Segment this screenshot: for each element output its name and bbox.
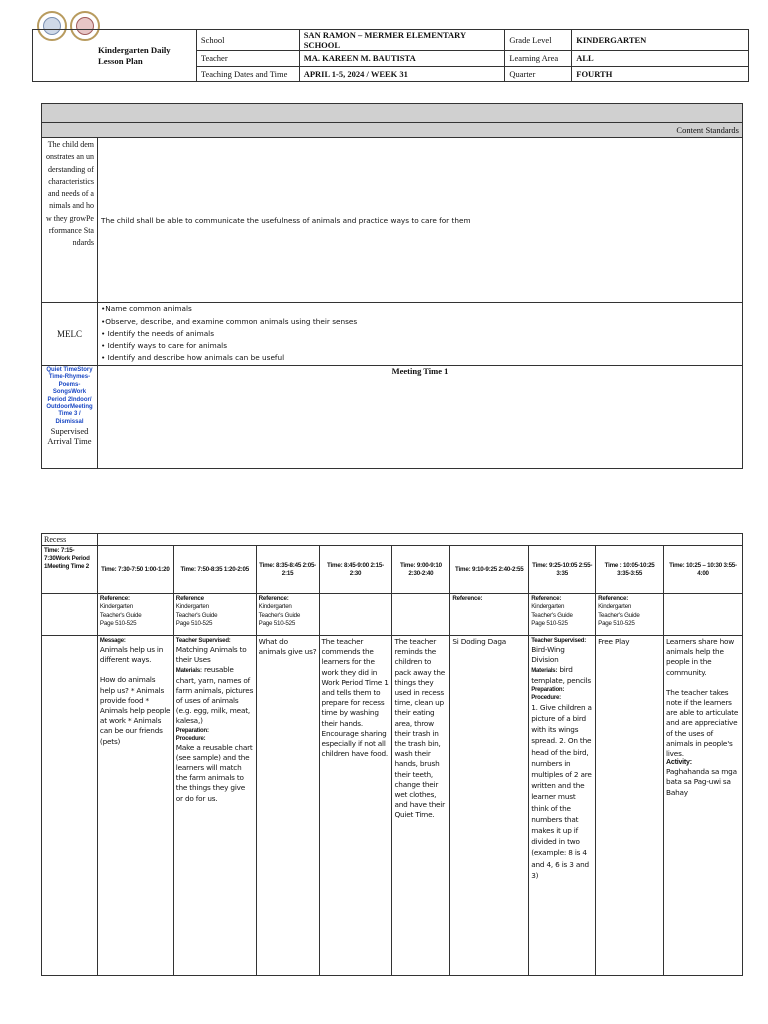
reference-cell [173,594,256,636]
reference-pages: Page 510-525 [175,620,213,628]
meeting-time-2-cell: What do animals give us? [256,636,319,976]
preparation-label: Preparation: [175,727,209,734]
learning-area-value: ALL [572,51,749,67]
materials-text: reusable chart, yarn, names of farm animals, pictures of uses of animals (e.g. egg, milk, meat, kalesa,) [175,665,254,726]
recess-prep-cell: The teacher commends the learners for the work they did in Work Period Time 1 and tells them to prepare for recess time by washing their hands. Encourage sharing especially if not all children have food. [319,636,392,976]
melc-item: •Name common animals [100,304,192,314]
reference-guide: Teacher's Guide [598,611,640,619]
reference-book: Kindergarten [175,603,209,611]
reference-cell [596,594,664,636]
materials-label: Materials: [175,668,202,675]
quiet-time-cell: The teacher reminds the children to pack away the things they used in recess time, clean up their eating area, throw their trash in the trash bin, wash their hands, brush their teeth, change their wet clothes, and have their Quiet Time. [392,636,450,976]
message-cell [97,636,173,976]
time-header: Time: 7:30-7:50 1:00-1:20 [97,546,173,594]
standards-row-label: The child demonstrates an understanding of characteristics and needs of animals and how they growPerformance Standards [42,138,98,303]
reference-label: Reference: [258,595,289,602]
melc-item: • Identify the needs of animals [100,328,215,338]
message-questions: How do animals help us? * Animals provide food * Animals help people at work * Animals can be our friends (pets) [99,675,171,746]
melc-item: • Identify and describe how animals can be useful [100,353,285,363]
dismissal-activity-text: Paghahanda sa mga bata sa Pag-uwi sa Bahay [666,767,737,797]
reference-cell [256,594,319,636]
reference-cell [450,594,529,636]
melc-list [97,303,742,366]
grade-level-value: KINDERGARTEN [572,30,749,51]
procedure-label: Procedure: [175,735,206,742]
activity-row-empty [42,636,98,976]
melc-label: MELC [42,303,98,366]
teaching-dates-value: APRIL 1-5, 2024 / WEEK 31 [299,66,505,82]
work-period-cell [173,636,256,976]
reference-label: Reference [175,595,204,602]
teacher-supervised-label: Teacher Supervised: [531,638,587,644]
header-table [32,29,749,82]
time-header: Time : 10:05-10:25 3:35-3:55 [596,546,664,594]
reference-cell-empty [664,594,743,636]
quarter-label: Quarter [505,66,572,82]
activity-title: Matching Animals to their Uses [175,645,247,665]
free-play-cell: Free Play [596,636,664,976]
content-standards-header: Content Standards [42,123,743,138]
reference-guide: Teacher's Guide [258,611,301,619]
activity-title: Bird-Wing Division [531,645,565,665]
learning-area-label: Learning Area [505,51,572,67]
reference-guide: Teacher's Guide [99,611,142,619]
reference-pages: Page 510-525 [531,620,568,628]
performance-standard-text: The child shall be able to communicate the usefulness of animals and practice ways to care for them [97,138,742,303]
dismissal-share-text: Learners share how animals help the people in the community. [666,637,735,677]
procedure-text: 1. Give children a picture of a bird with its wings spread. 2. On the head of the bird, numbers in multiples of 2 are written and the learner must think of the numbers that makes it up if divided in two (example: 8 is 4 and 4, 6 is 3 and 3) [531,702,592,880]
supervised-arrival-text: Supervised Arrival Time [47,426,92,447]
procedure-text: Make a reusable chart (see sample) and the learners will match the farm animals to the things they give or do for us. [175,742,253,803]
time-header: Time: 10:25 – 10:30 3:55-4:00 [664,546,743,594]
schedule-table [41,533,743,976]
reference-pages: Page 510-525 [598,620,635,628]
time-header: Time: 9:00-9:10 2:30-2:40 [392,546,450,594]
materials-label: Materials: [531,668,558,675]
dismissal-note-text: The teacher takes note if the learners are able to articulate and are appreciative of the uses of animals in people's lives. [666,687,739,759]
reference-book: Kindergarten [99,603,133,611]
preparation-label: Preparation: [531,686,565,693]
reference-label: Reference: [452,595,483,602]
materials-text: bird template, pencils [531,665,592,685]
time-header: Time: 9:10-9:25 2:40-2:55 [450,546,529,594]
first-time-header: Time: 7:15-7:30Work Period 1Meeting Time 2 [42,546,98,594]
reference-cell-empty [319,594,392,636]
reference-cell [97,594,173,636]
reference-book: Kindergarten [598,603,632,611]
school-value: SAN RAMON – MERMER ELEMENTARY SCHOOL [299,30,505,51]
reference-guide: Teacher's Guide [175,611,218,619]
procedure-label: Procedure: [531,694,561,701]
story-time-cell: Si Doding Daga [450,636,529,976]
reference-label: Reference: [598,595,629,602]
meeting-time-1-header: Meeting Time 1 [97,366,742,469]
recess-empty [97,534,742,546]
time-header: Time: 8:45-9:00 2:15-2:30 [319,546,392,594]
melc-item: • Identify ways to care for animals [100,341,228,351]
quarter-value: FOURTH [572,66,749,82]
time-header: Time: 9:25-10:05 2:55-3:35 [529,546,596,594]
reference-book: Kindergarten [531,603,565,611]
teacher-value: MA. KAREEN M. BAUTISTA [299,51,505,67]
teacher-label: Teacher [196,51,299,67]
grade-level-label: Grade Level [505,30,572,51]
teaching-dates-label: Teaching Dates and Time [196,66,299,82]
activity-label: Activity: [666,759,692,767]
dismissal-cell [664,636,743,976]
melc-item: •Observe, describe, and examine common animals using their senses [100,316,358,326]
reference-label: Reference: [99,595,130,602]
lesson-plan-title: Kindergarten Daily Lesson Plan [33,30,197,82]
work-period-2-cell [529,636,596,976]
reference-cell [529,594,596,636]
time-header: Time: 8:35-8:45 2:05-2:15 [256,546,319,594]
reference-pages: Page 510-525 [99,620,137,628]
message-title: Message: [99,638,126,644]
recess-label: Recess [42,534,98,546]
standards-table [41,103,743,469]
time-header: Time: 7:50-8:35 1:20-2:05 [173,546,256,594]
message-text: Animals help us in different ways. [99,645,164,665]
reference-guide: Teacher's Guide [531,611,573,619]
teacher-supervised-label: Teacher Supervised: [175,638,231,644]
reference-label: Reference: [531,595,562,602]
schedule-label [42,366,98,469]
reference-book: Kindergarten [258,603,292,611]
reference-pages: Page 510-525 [258,620,296,628]
reference-row-empty [42,594,98,636]
school-label: School [196,30,299,51]
reference-cell-empty [392,594,450,636]
grey-banner [42,104,743,123]
schedule-blue-text: Quiet TimeStory Time-Rhymes-Poems-SongsWork Period 2Indoor/ OutdoorMeeting Time 3 / Dismissal [46,367,93,425]
